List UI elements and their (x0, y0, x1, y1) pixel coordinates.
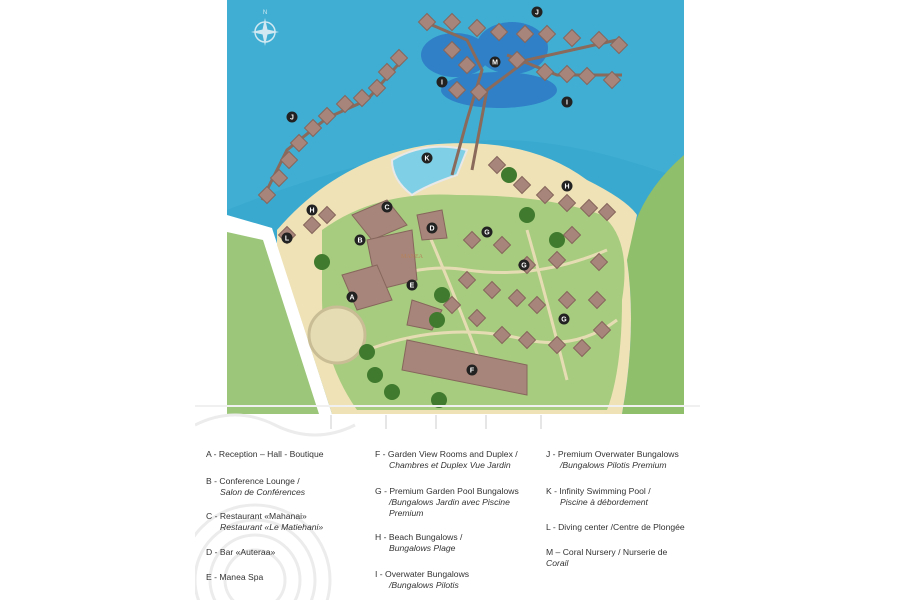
palm-tree-icon (429, 312, 445, 328)
marker-j (287, 112, 298, 123)
marker-label: G (521, 262, 527, 270)
legend-item-e: E - Manea Spa (206, 572, 264, 582)
manea-logo: MANEA (401, 254, 423, 260)
marker-label: C (384, 204, 390, 212)
marker-j (532, 7, 543, 18)
marker-i (562, 97, 573, 108)
marker-label: E (409, 282, 415, 290)
marker-d (427, 223, 438, 234)
palm-tree-icon (434, 287, 450, 303)
marker-label: G (484, 229, 490, 237)
legend-item-d: D - Bar «Auteraa» (206, 547, 276, 557)
marker-g (559, 314, 570, 325)
palm-tree-icon (359, 344, 375, 360)
legend-item-k: K - Infinity Swimming Pool / Piscine à débordement (546, 486, 651, 507)
marker-label: I (441, 79, 443, 87)
legend-item-b: B - Conference Lounge / Salon de Conférences (206, 476, 306, 497)
palm-tree-icon (314, 254, 330, 270)
marker-label: L (284, 235, 290, 243)
legend-item-j: J - Premium Overwater Bungalows /Bungalows Pilotis Premium (546, 449, 679, 470)
marker-g (519, 260, 530, 271)
compass-label: N (262, 10, 268, 16)
marker-label: H (564, 183, 570, 191)
marker-f (467, 365, 478, 376)
marker-h (562, 181, 573, 192)
resort-map (227, 0, 684, 414)
marker-b (355, 235, 366, 246)
palm-tree-icon (549, 232, 565, 248)
marker-label: J (535, 9, 539, 17)
legend-item-h: H - Beach Bungalows / Bungalows Plage (375, 532, 463, 553)
marker-label: G (561, 316, 567, 324)
marker-label: B (357, 237, 363, 245)
legend-item-c: C - Restaurant «Mahanai» Restaurant «Le Matiehani» (206, 511, 324, 532)
marker-label: A (349, 294, 355, 302)
legend-item-i: I - Overwater Bungalows /Bungalows Pilotis (375, 569, 470, 590)
marker-label: F (469, 367, 475, 375)
palm-tree-icon (384, 384, 400, 400)
marker-label: M (492, 59, 498, 67)
marker-label: D (429, 225, 435, 233)
marker-label: H (309, 207, 315, 215)
marker-l (282, 233, 293, 244)
marker-h (307, 205, 318, 216)
marker-c (382, 202, 393, 213)
legend-item-g: G - Premium Garden Pool Bungalows /Bungalows Jardin avec Piscine Premium (375, 486, 519, 518)
legend-item-m: M – Coral Nursery / Nurserie de Corail (546, 547, 668, 568)
palm-tree-icon (519, 207, 535, 223)
legend-item-l: L - Diving center /Centre de Plongée (546, 522, 685, 532)
legend-item-f: F - Garden View Rooms and Duplex / Chambres et Duplex Vue Jardin (375, 449, 518, 470)
marker-label: I (566, 99, 568, 107)
marker-e (407, 280, 418, 291)
legend-item-a: A - Reception – Hall - Boutique (206, 449, 324, 459)
marker-i (437, 77, 448, 88)
marker-g (482, 227, 493, 238)
palm-tree-icon (501, 167, 517, 183)
round-plaza (309, 307, 365, 363)
marker-label: K (424, 155, 430, 163)
palm-tree-icon (367, 367, 383, 383)
marker-k (422, 153, 433, 164)
marker-a (347, 292, 358, 303)
marker-label: J (290, 114, 294, 122)
marker-m (490, 57, 501, 68)
